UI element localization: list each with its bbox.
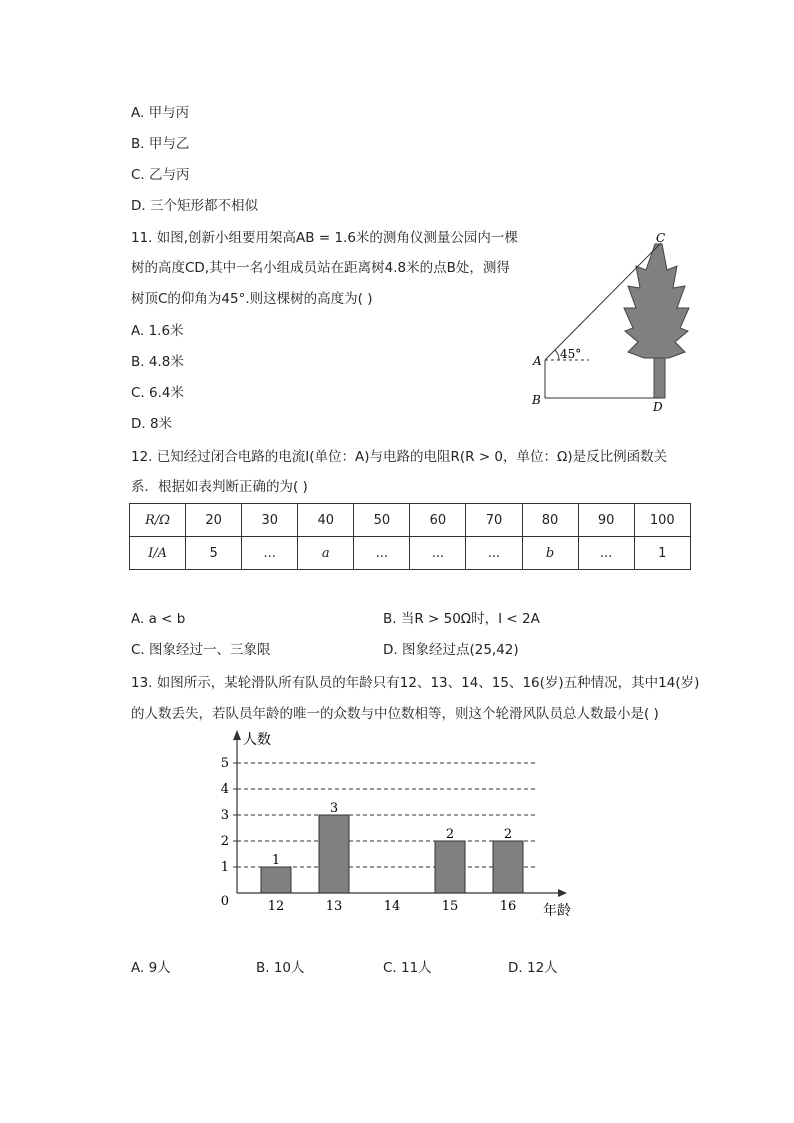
table-cell: ... (466, 537, 522, 570)
table-header-i: I/A (130, 537, 186, 570)
q13-option-d: D. 12人 (508, 960, 558, 976)
table-cell: 80 (522, 504, 578, 537)
q12-option-d: D. 图象经过点(25,42) (383, 642, 519, 658)
x-axis-label: 年龄 (543, 903, 571, 919)
y-tick-label: 3 (220, 808, 229, 823)
q12-stem-line2: 系．根据如表判断正确的为( ) (131, 479, 308, 495)
x-tick-label: 15 (441, 899, 459, 914)
tree-trunk (654, 358, 665, 398)
q10-option-a: A. 甲与丙 (131, 105, 190, 121)
bar (319, 815, 349, 893)
table-cell: a (298, 537, 354, 570)
bar-data-label: 2 (445, 827, 455, 842)
q10-option-b: B. 甲与乙 (131, 136, 190, 152)
label-b: B (532, 393, 541, 407)
table-cell: 1 (634, 537, 690, 570)
table-cell: 5 (186, 537, 242, 570)
q13-option-a: A. 9人 (131, 960, 171, 976)
y-tick-label: 2 (220, 834, 229, 849)
y-axis-label: 人数 (243, 732, 271, 748)
resistance-current-table (129, 503, 691, 570)
bar-data-label: 2 (503, 827, 513, 842)
q11-stem-line3: 树顶C的仰角为45°.则这棵树的高度为( ) (131, 291, 373, 307)
q13-option-b: B. 10人 (256, 960, 305, 976)
bar-data-label: 1 (271, 853, 281, 868)
table-header-r: R/Ω (130, 504, 186, 537)
table-cell: 50 (354, 504, 410, 537)
y-tick-label: 1 (220, 860, 229, 875)
q12-stem-line1: 12. 已知经过闭合电路的电流I(单位：A)与电路的电阻R(R > 0，单位：Ω)是反比例函数关 (131, 449, 668, 465)
label-d: D (653, 400, 663, 414)
tree-crown (624, 244, 689, 358)
q12-option-c: C. 图象经过一、三象限 (131, 642, 271, 658)
q11-stem-line1: 11. 如图,创新小组要用架高AB = 1.6米的测角仪测量公园内一棵 (131, 230, 518, 246)
table-cell: ... (242, 537, 298, 570)
table-cell: 30 (242, 504, 298, 537)
table-cell: 90 (578, 504, 634, 537)
q12-option-a: A. a < b (131, 611, 186, 627)
tree-figure (525, 230, 700, 415)
label-a: A (533, 354, 542, 368)
bar-data-label: 3 (329, 801, 339, 816)
q11-option-b: B. 4.8米 (131, 354, 184, 370)
q13-stem-line2: 的人数丢失，若队员年龄的唯一的众数与中位数相等，则这个轮滑风队员总人数最小是( ) (131, 706, 659, 722)
q13-option-c: C. 11人 (383, 960, 432, 976)
x-tick-label: 12 (267, 899, 285, 914)
table-row (130, 537, 691, 570)
table-cell: 70 (466, 504, 522, 537)
y-axis-arrow (233, 730, 241, 740)
x-tick-label: 14 (383, 899, 401, 914)
bar (261, 867, 291, 893)
bar (435, 841, 465, 893)
table-cell: ... (410, 537, 466, 570)
table-cell: 100 (634, 504, 690, 537)
angle-label: 45° (560, 347, 582, 361)
y-tick-label: 4 (220, 782, 229, 797)
angle-arc (555, 350, 559, 360)
x-tick-label: 16 (499, 899, 517, 914)
age-bar-chart (215, 728, 575, 923)
table-cell: ... (354, 537, 410, 570)
q11-option-d: D. 8米 (131, 416, 173, 432)
table-cell: 60 (410, 504, 466, 537)
x-axis-arrow (558, 889, 567, 897)
bar (493, 841, 523, 893)
q11-stem-line2: 树的高度CD,其中一名小组成员站在距离树4.8米的点B处，测得 (131, 260, 510, 276)
label-c: C (656, 231, 666, 245)
y-tick-label: 5 (220, 756, 229, 771)
x-tick-label: 13 (325, 899, 343, 914)
table-cell: ... (578, 537, 634, 570)
q12-option-b: B. 当R > 50Ω时，I < 2A (383, 611, 540, 627)
q10-option-d: D. 三个矩形都不相似 (131, 198, 258, 214)
q11-option-c: C. 6.4米 (131, 385, 184, 401)
q13-stem-line1: 13. 如图所示，某轮滑队所有队员的年龄只有12、13、14、15、16(岁)五种情况，其中14(岁) (131, 675, 700, 691)
table-cell: 20 (186, 504, 242, 537)
table-cell: b (522, 537, 578, 570)
table-cell: 40 (298, 504, 354, 537)
origin-label: 0 (220, 894, 229, 909)
q10-option-c: C. 乙与丙 (131, 167, 190, 183)
table-row (130, 504, 691, 537)
q11-option-a: A. 1.6米 (131, 323, 184, 339)
